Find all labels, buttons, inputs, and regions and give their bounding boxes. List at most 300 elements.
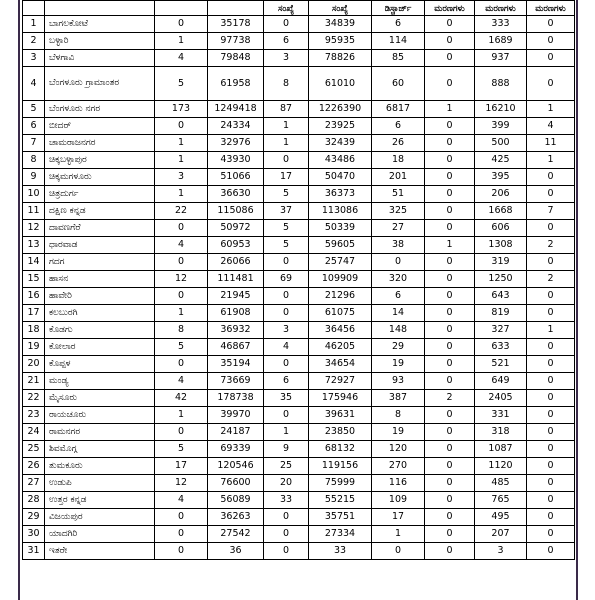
serial-number-cell: 30: [23, 526, 45, 543]
value-cell: 17: [264, 169, 309, 186]
header-cell-col5: ಸಂಖ್ಯೆ: [264, 1, 309, 16]
value-cell: 0: [527, 441, 575, 458]
value-cell: 633: [475, 339, 527, 356]
value-cell: 1: [527, 322, 575, 339]
value-cell: 1: [155, 407, 208, 424]
value-cell: 1668: [475, 203, 527, 220]
value-cell: 0: [155, 526, 208, 543]
table-row: [23, 373, 575, 390]
table-row: [23, 16, 575, 33]
value-cell: 325: [372, 203, 425, 220]
value-cell: 0: [527, 67, 575, 101]
value-cell: 0: [527, 543, 575, 560]
value-cell: 1: [155, 152, 208, 169]
value-cell: 1087: [475, 441, 527, 458]
serial-number-cell: 11: [23, 203, 45, 220]
table-row: [23, 424, 575, 441]
value-cell: 387: [372, 390, 425, 407]
value-cell: 3: [264, 322, 309, 339]
value-cell: 38: [372, 237, 425, 254]
value-cell: 36932: [208, 322, 264, 339]
value-cell: 1: [425, 101, 475, 118]
value-cell: 0: [527, 526, 575, 543]
serial-number-cell: 31: [23, 543, 45, 560]
district-name-cell: ಬೆಳಗಾವಿ: [45, 50, 155, 67]
value-cell: 0: [155, 543, 208, 560]
district-name-cell: ಉಡುಪಿ: [45, 475, 155, 492]
value-cell: 27: [372, 220, 425, 237]
value-cell: 29: [372, 339, 425, 356]
value-cell: 18: [372, 152, 425, 169]
value-cell: 17: [155, 458, 208, 475]
district-name-cell: ರಾಯಚೂರು: [45, 407, 155, 424]
value-cell: 42: [155, 390, 208, 407]
serial-number-cell: 3: [23, 50, 45, 67]
value-cell: 0: [425, 16, 475, 33]
value-cell: 1: [527, 101, 575, 118]
value-cell: 0: [425, 339, 475, 356]
value-cell: 46205: [309, 339, 372, 356]
value-cell: 19: [372, 356, 425, 373]
value-cell: 27334: [309, 526, 372, 543]
value-cell: 39970: [208, 407, 264, 424]
value-cell: 14: [372, 305, 425, 322]
table-row: [23, 305, 575, 322]
value-cell: 2: [527, 271, 575, 288]
value-cell: 0: [264, 16, 309, 33]
value-cell: 109: [372, 492, 425, 509]
value-cell: 51066: [208, 169, 264, 186]
value-cell: 109909: [309, 271, 372, 288]
header-row: [23, 1, 575, 16]
value-cell: 35751: [309, 509, 372, 526]
table-row: [23, 407, 575, 424]
value-cell: 5: [155, 441, 208, 458]
table-row: [23, 458, 575, 475]
value-cell: 36373: [309, 186, 372, 203]
value-cell: 331: [475, 407, 527, 424]
value-cell: 60: [372, 67, 425, 101]
table-row: [23, 441, 575, 458]
value-cell: 37: [264, 203, 309, 220]
serial-number-cell: 23: [23, 407, 45, 424]
district-name-cell: ಬೀದರ್: [45, 118, 155, 135]
value-cell: 8: [264, 67, 309, 101]
district-name-cell: ಕೊಡಗು: [45, 322, 155, 339]
value-cell: 25: [264, 458, 309, 475]
value-cell: 0: [425, 169, 475, 186]
header-cell-district: [45, 1, 155, 16]
table-row: [23, 288, 575, 305]
value-cell: 4: [264, 339, 309, 356]
serial-number-cell: 13: [23, 237, 45, 254]
value-cell: 69339: [208, 441, 264, 458]
value-cell: 6: [372, 288, 425, 305]
value-cell: 111481: [208, 271, 264, 288]
district-name-cell: ತುಮಕೂರು: [45, 458, 155, 475]
value-cell: 3: [475, 543, 527, 560]
serial-number-cell: 18: [23, 322, 45, 339]
table-row: [23, 356, 575, 373]
value-cell: 888: [475, 67, 527, 101]
value-cell: 120: [372, 441, 425, 458]
table-row: [23, 509, 575, 526]
value-cell: 0: [264, 305, 309, 322]
value-cell: 0: [527, 16, 575, 33]
value-cell: 399: [475, 118, 527, 135]
value-cell: 61908: [208, 305, 264, 322]
value-cell: 0: [372, 254, 425, 271]
value-cell: 56089: [208, 492, 264, 509]
value-cell: 85: [372, 50, 425, 67]
serial-number-cell: 10: [23, 186, 45, 203]
value-cell: 36456: [309, 322, 372, 339]
value-cell: 937: [475, 50, 527, 67]
value-cell: 0: [527, 220, 575, 237]
district-name-cell: ದಕ್ಷಿಣ ಕನ್ನಡ: [45, 203, 155, 220]
value-cell: 35178: [208, 16, 264, 33]
value-cell: 61010: [309, 67, 372, 101]
value-cell: 76600: [208, 475, 264, 492]
value-cell: 32976: [208, 135, 264, 152]
value-cell: 0: [425, 305, 475, 322]
value-cell: 6: [372, 118, 425, 135]
value-cell: 4: [155, 373, 208, 390]
value-cell: 33: [264, 492, 309, 509]
value-cell: 0: [425, 135, 475, 152]
value-cell: 2405: [475, 390, 527, 407]
table-row: [23, 237, 575, 254]
value-cell: 0: [527, 288, 575, 305]
table-row: [23, 101, 575, 118]
value-cell: 1689: [475, 33, 527, 50]
value-cell: 32439: [309, 135, 372, 152]
value-cell: 0: [264, 254, 309, 271]
value-cell: 50339: [309, 220, 372, 237]
value-cell: 36: [208, 543, 264, 560]
value-cell: 43930: [208, 152, 264, 169]
value-cell: 4: [155, 237, 208, 254]
value-cell: 270: [372, 458, 425, 475]
value-cell: 0: [527, 373, 575, 390]
district-name-cell: ಕೊಪ್ಪಳ: [45, 356, 155, 373]
value-cell: 0: [425, 373, 475, 390]
value-cell: 0: [527, 50, 575, 67]
value-cell: 0: [155, 424, 208, 441]
value-cell: 0: [425, 288, 475, 305]
value-cell: 0: [527, 390, 575, 407]
table-row: [23, 526, 575, 543]
value-cell: 5: [155, 339, 208, 356]
header-cell-col6: ಸಂಖ್ಯೆ: [309, 1, 372, 16]
value-cell: 43486: [309, 152, 372, 169]
serial-number-cell: 6: [23, 118, 45, 135]
value-cell: 1: [155, 186, 208, 203]
table-row: [23, 475, 575, 492]
value-cell: 33: [309, 543, 372, 560]
value-cell: 35194: [208, 356, 264, 373]
table-row: [23, 67, 575, 101]
value-cell: 0: [425, 186, 475, 203]
value-cell: 0: [425, 407, 475, 424]
value-cell: 0: [425, 424, 475, 441]
value-cell: 36630: [208, 186, 264, 203]
value-cell: 1: [425, 237, 475, 254]
value-cell: 4: [155, 50, 208, 67]
district-name-cell: ಮಂಡ್ಯ: [45, 373, 155, 390]
value-cell: 0: [264, 152, 309, 169]
value-cell: 1308: [475, 237, 527, 254]
value-cell: 61075: [309, 305, 372, 322]
value-cell: 69: [264, 271, 309, 288]
value-cell: 59605: [309, 237, 372, 254]
value-cell: 178738: [208, 390, 264, 407]
district-name-cell: ಚಿಕ್ಕಬಳ್ಳಾಪುರ: [45, 152, 155, 169]
district-name-cell: ಚಿತ್ರದುರ್ಗ: [45, 186, 155, 203]
value-cell: 173: [155, 101, 208, 118]
value-cell: 0: [527, 169, 575, 186]
value-cell: 36263: [208, 509, 264, 526]
table-row: [23, 390, 575, 407]
value-cell: 9: [264, 441, 309, 458]
value-cell: 0: [527, 475, 575, 492]
district-name-cell: ಯಾದಗಿರಿ: [45, 526, 155, 543]
value-cell: 0: [425, 543, 475, 560]
table-row: [23, 169, 575, 186]
value-cell: 23925: [309, 118, 372, 135]
value-cell: 500: [475, 135, 527, 152]
value-cell: 0: [527, 186, 575, 203]
value-cell: 0: [425, 203, 475, 220]
district-name-cell: ಹಾಸನ: [45, 271, 155, 288]
value-cell: 0: [425, 152, 475, 169]
value-cell: 72927: [309, 373, 372, 390]
header-cell-col3: [155, 1, 208, 16]
header-cell-col7: ಡಿಸ್ಚಾರ್ಜ್: [372, 1, 425, 16]
value-cell: 320: [372, 271, 425, 288]
header-cell-col4: [208, 1, 264, 16]
value-cell: 24334: [208, 118, 264, 135]
table-row: [23, 220, 575, 237]
value-cell: 23850: [309, 424, 372, 441]
table-row: [23, 135, 575, 152]
serial-number-cell: 25: [23, 441, 45, 458]
value-cell: 97738: [208, 33, 264, 50]
value-cell: 1: [155, 305, 208, 322]
value-cell: 2: [425, 390, 475, 407]
value-cell: 55215: [309, 492, 372, 509]
value-cell: 6: [372, 16, 425, 33]
value-cell: 319: [475, 254, 527, 271]
value-cell: 116: [372, 475, 425, 492]
district-statistics-table: [22, 0, 575, 560]
value-cell: 425: [475, 152, 527, 169]
value-cell: 148: [372, 322, 425, 339]
serial-number-cell: 17: [23, 305, 45, 322]
value-cell: 0: [264, 543, 309, 560]
value-cell: 21296: [309, 288, 372, 305]
value-cell: 0: [425, 356, 475, 373]
left-border: [18, 0, 20, 600]
value-cell: 819: [475, 305, 527, 322]
header-cell-col9: ಮರಣಗಳು: [475, 1, 527, 16]
value-cell: 0: [425, 458, 475, 475]
value-cell: 93: [372, 373, 425, 390]
value-cell: 495: [475, 509, 527, 526]
value-cell: 3: [155, 169, 208, 186]
value-cell: 175946: [309, 390, 372, 407]
serial-number-cell: 1: [23, 16, 45, 33]
value-cell: 521: [475, 356, 527, 373]
table-row: [23, 492, 575, 509]
value-cell: 5: [264, 220, 309, 237]
value-cell: 0: [372, 543, 425, 560]
serial-number-cell: 27: [23, 475, 45, 492]
district-name-cell: ಕಲಬುರಗಿ: [45, 305, 155, 322]
serial-number-cell: 8: [23, 152, 45, 169]
serial-number-cell: 2: [23, 33, 45, 50]
value-cell: 765: [475, 492, 527, 509]
serial-number-cell: 29: [23, 509, 45, 526]
value-cell: 1: [372, 526, 425, 543]
value-cell: 3: [264, 50, 309, 67]
header-cell-col8: ಮರಣಗಳು: [425, 1, 475, 16]
value-cell: 206: [475, 186, 527, 203]
table-row: [23, 203, 575, 220]
value-cell: 50972: [208, 220, 264, 237]
serial-number-cell: 24: [23, 424, 45, 441]
district-name-cell: ಬೆಂಗಳೂರು ಗ್ರಾಮಾಂತರ: [45, 67, 155, 101]
value-cell: 16210: [475, 101, 527, 118]
district-name-cell: ರಾಮನಗರ: [45, 424, 155, 441]
value-cell: 1226390: [309, 101, 372, 118]
table-row: [23, 186, 575, 203]
table-row: [23, 271, 575, 288]
value-cell: 0: [527, 305, 575, 322]
value-cell: 0: [527, 356, 575, 373]
value-cell: 1: [264, 118, 309, 135]
value-cell: 6817: [372, 101, 425, 118]
district-name-cell: ಚಿಕ್ಕಮಗಳೂರು: [45, 169, 155, 186]
value-cell: 0: [155, 16, 208, 33]
table-row: [23, 50, 575, 67]
serial-number-cell: 26: [23, 458, 45, 475]
value-cell: 11: [527, 135, 575, 152]
value-cell: 0: [527, 339, 575, 356]
value-cell: 26066: [208, 254, 264, 271]
value-cell: 73669: [208, 373, 264, 390]
value-cell: 649: [475, 373, 527, 390]
value-cell: 0: [425, 475, 475, 492]
value-cell: 0: [527, 424, 575, 441]
value-cell: 79848: [208, 50, 264, 67]
value-cell: 12: [155, 271, 208, 288]
serial-number-cell: 20: [23, 356, 45, 373]
header-cell-sl: [23, 1, 45, 16]
value-cell: 0: [527, 458, 575, 475]
value-cell: 0: [425, 50, 475, 67]
value-cell: 0: [264, 526, 309, 543]
value-cell: 0: [425, 492, 475, 509]
value-cell: 34839: [309, 16, 372, 33]
value-cell: 0: [155, 254, 208, 271]
value-cell: 35: [264, 390, 309, 407]
value-cell: 0: [425, 441, 475, 458]
value-cell: 0: [425, 220, 475, 237]
value-cell: 0: [155, 288, 208, 305]
value-cell: 60953: [208, 237, 264, 254]
value-cell: 1: [155, 135, 208, 152]
serial-number-cell: 22: [23, 390, 45, 407]
value-cell: 51: [372, 186, 425, 203]
value-cell: 0: [527, 492, 575, 509]
value-cell: 114: [372, 33, 425, 50]
value-cell: 207: [475, 526, 527, 543]
value-cell: 0: [527, 33, 575, 50]
value-cell: 12: [155, 475, 208, 492]
value-cell: 87: [264, 101, 309, 118]
value-cell: 78826: [309, 50, 372, 67]
serial-number-cell: 4: [23, 67, 45, 101]
table-row: [23, 254, 575, 271]
value-cell: 318: [475, 424, 527, 441]
value-cell: 0: [155, 118, 208, 135]
district-name-cell: ದಾವಣಗೆರೆ: [45, 220, 155, 237]
right-border: [576, 0, 578, 600]
value-cell: 5: [264, 237, 309, 254]
value-cell: 1: [264, 424, 309, 441]
value-cell: 0: [425, 67, 475, 101]
table-row: [23, 543, 575, 560]
value-cell: 1250: [475, 271, 527, 288]
district-name-cell: ಕೋಲಾರ: [45, 339, 155, 356]
value-cell: 0: [155, 220, 208, 237]
value-cell: 50470: [309, 169, 372, 186]
value-cell: 113086: [309, 203, 372, 220]
table-row: [23, 339, 575, 356]
value-cell: 5: [155, 67, 208, 101]
value-cell: 4: [527, 118, 575, 135]
serial-number-cell: 14: [23, 254, 45, 271]
value-cell: 115086: [208, 203, 264, 220]
value-cell: 1: [527, 152, 575, 169]
district-name-cell: ಧಾರವಾಡ: [45, 237, 155, 254]
serial-number-cell: 28: [23, 492, 45, 509]
value-cell: 1: [264, 135, 309, 152]
value-cell: 120546: [208, 458, 264, 475]
value-cell: 26: [372, 135, 425, 152]
value-cell: 20: [264, 475, 309, 492]
district-name-cell: ಉತ್ತರ ಕನ್ನಡ: [45, 492, 155, 509]
value-cell: 333: [475, 16, 527, 33]
value-cell: 201: [372, 169, 425, 186]
value-cell: 4: [155, 492, 208, 509]
value-cell: 6: [264, 33, 309, 50]
value-cell: 643: [475, 288, 527, 305]
district-name-cell: ಬಳ್ಳಾರಿ: [45, 33, 155, 50]
serial-number-cell: 7: [23, 135, 45, 152]
value-cell: 0: [264, 407, 309, 424]
district-name-cell: ಹಾವೇರಿ: [45, 288, 155, 305]
serial-number-cell: 19: [23, 339, 45, 356]
table-row: [23, 118, 575, 135]
serial-number-cell: 5: [23, 101, 45, 118]
value-cell: 2: [527, 237, 575, 254]
value-cell: 0: [425, 322, 475, 339]
value-cell: 0: [425, 526, 475, 543]
value-cell: 485: [475, 475, 527, 492]
value-cell: 0: [264, 288, 309, 305]
